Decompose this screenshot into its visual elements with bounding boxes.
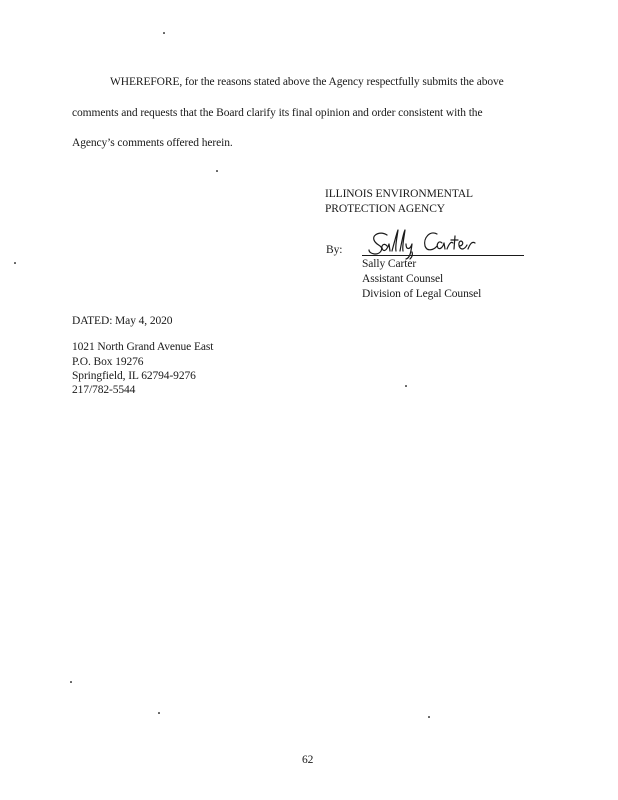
address-line-3: Springfield, IL 62794-9276: [72, 370, 196, 382]
scan-speck: [216, 170, 218, 172]
scan-speck: [158, 712, 160, 714]
address-line-4: 217/782-5544: [72, 384, 136, 396]
body-line-2: comments and requests that the Board clarify its final opinion and order consistent with the: [72, 107, 483, 119]
page-number: 62: [302, 754, 314, 766]
body-line-1: WHEREFORE, for the reasons stated above the Agency respectfully submits the above: [110, 76, 504, 88]
body-line-3: Agency’s comments offered herein.: [72, 137, 233, 149]
by-label: By:: [326, 244, 343, 256]
scan-speck: [428, 716, 430, 718]
scan-speck: [405, 385, 407, 387]
signer-division: Division of Legal Counsel: [362, 288, 482, 300]
scan-speck: [163, 32, 165, 34]
dated-line: DATED: May 4, 2020: [72, 315, 173, 327]
signer-title: Assistant Counsel: [362, 273, 444, 285]
scan-speck: [70, 681, 72, 683]
address-line-2: P.O. Box 19276: [72, 356, 144, 368]
agency-name-line-2: PROTECTION AGENCY: [325, 203, 446, 215]
scan-speck: [14, 262, 16, 264]
signer-name: Sally Carter: [362, 258, 417, 270]
agency-name-line-1: ILLINOIS ENVIRONMENTAL: [325, 188, 473, 200]
signature-line: [362, 255, 524, 256]
address-line-1: 1021 North Grand Avenue East: [72, 341, 214, 353]
